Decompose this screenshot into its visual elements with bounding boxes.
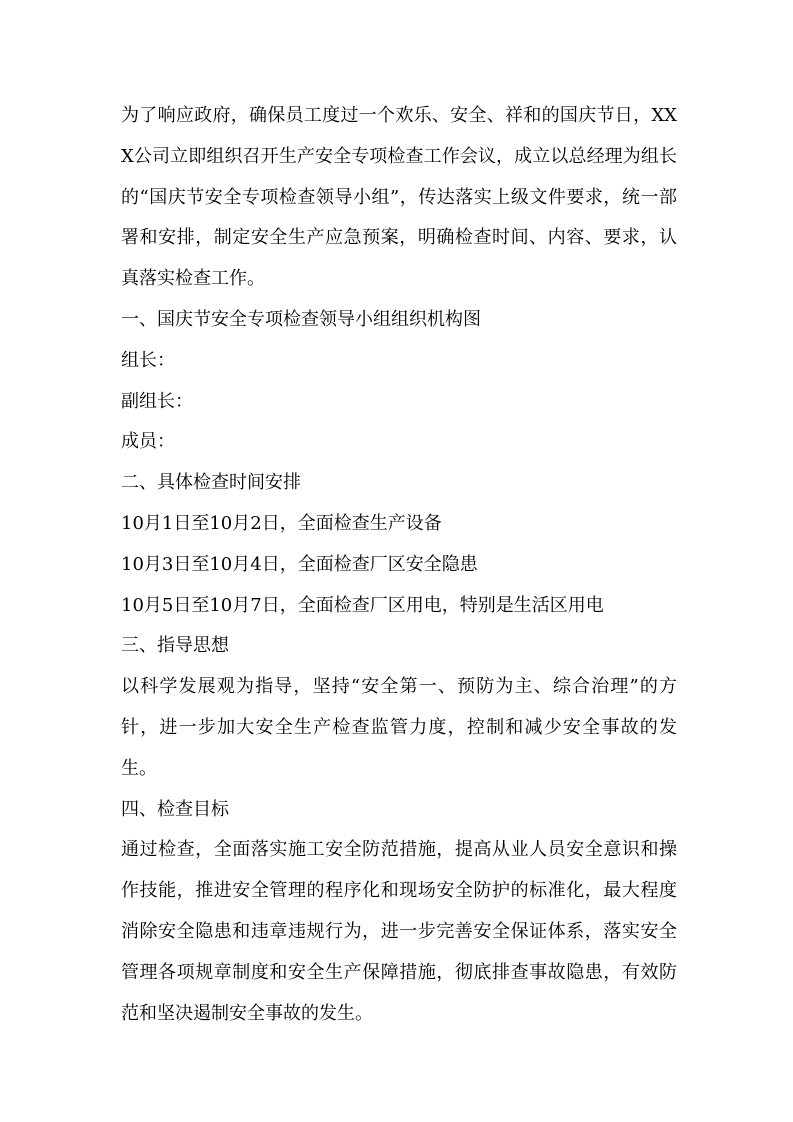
schedule-item: 10月1日至10月2日，全面检查生产设备 (121, 512, 442, 534)
schedule-item: 10月3日至10月4日，全面检查厂区安全隐患 (121, 553, 478, 575)
goal-paragraph: 通过检查，全面落实施工安全防范措施，提高从业人员安全意识和操作技能，推进安全管理的程序化和现场安全防护的标准化，最大程度消除安全隐患和违章违规行为，进一步完善安全保证体系，落实安全管理各项规章制度和安全生产保障措施，彻底排查事故隐患，有效防范和坚决遏制安全事故的发生。 (121, 839, 677, 1024)
guiding-paragraph: 以科学发展观为指导，坚持“安全第一、预防为主、综合治理”的方针，进一步加大安全生产检查监管力度，控制和减少安全事故的发生。 (121, 676, 677, 779)
leader-line: 组长： (121, 349, 175, 371)
section-4-heading: 四、检查目标 (121, 798, 229, 820)
section-3-heading: 三、指导思想 (121, 635, 229, 657)
section-2-heading: 二、具体检查时间安排 (121, 472, 301, 494)
section-1-heading: 一、国庆节安全专项检查领导小组组织机构图 (121, 308, 481, 330)
deputy-leader-line: 副组长： (121, 390, 193, 412)
schedule-item: 10月5日至10月7日，全面检查厂区用电，特别是生活区用电 (121, 594, 604, 616)
intro-paragraph: 为了响应政府，确保员工度过一个欢乐、安全、祥和的国庆节日，XXX公司立即组织召开生产安全专项检查工作会议，成立以总经理为组长的“国庆节安全专项检查领导小组”，传达落实上级文件要求，统一部署和安排，制定安全生产应急预案，明确检查时间、内容、要求，认真落实检查工作。 (121, 105, 677, 290)
document-body (121, 96, 677, 1034)
members-line: 成员： (121, 431, 175, 453)
